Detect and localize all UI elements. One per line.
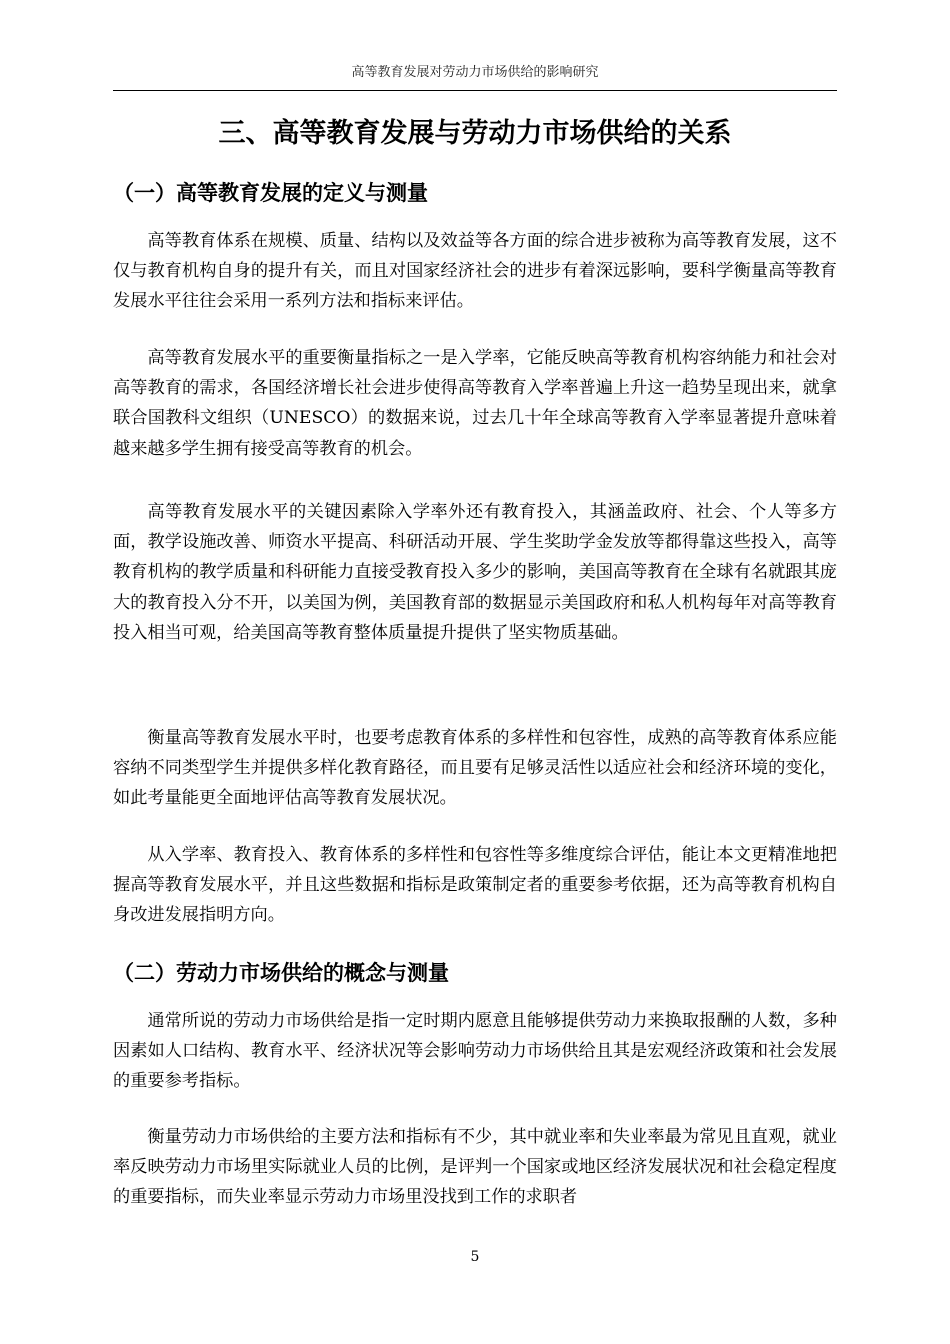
paragraph: 衡量高等教育发展水平时，也要考虑教育体系的多样性和包容性，成熟的高等教育体系应能容纳不同类型学生并提供多样化教育路径，而且要有足够灵活性以适应社会和经济环境的变化，如此考量能更全面地评估高等教育发展状况。 bbox=[113, 728, 837, 809]
chapter-title: 三、高等教育发展与劳动力市场供给的关系 bbox=[218, 118, 732, 149]
section-heading-1: （一）高等教育发展的定义与测量 bbox=[113, 181, 428, 205]
header-rule bbox=[113, 90, 837, 91]
paragraph: 高等教育发展水平的关键因素除入学率外还有教育投入，其涵盖政府、社会、个人等多方面，教学设施改善、师资水平提高、科研活动开展、学生奖助学金发放等都得靠这些投入，高等教育机构的教学质量和科研能力直接受教育投入多少的影响，美国高等教育在全球有名就跟其庞大的教育投入分不开，以美国为例，美国教育部的数据显示美国政府和私人机构每年对高等教育投入相当可观，给美国高等教育整体质量提升提供了坚实物质基础。 bbox=[113, 502, 837, 643]
paragraph: 高等教育发展水平的重要衡量指标之一是入学率，它能反映高等教育机构容纳能力和社会对高等教育的需求，各国经济增长社会进步使得高等教育入学率普遍上升这一趋势呈现出来，就拿联合国教科文组织（UNESCO）的数据来说，过去几十年全球高等教育入学率显著提升意味着越来越多学生拥有接受高等教育的机会。 bbox=[113, 348, 837, 459]
page-number: 5 bbox=[470, 1249, 480, 1265]
paragraph: 通常所说的劳动力市场供给是指一定时期内愿意且能够提供劳动力来换取报酬的人数，多种因素如人口结构、教育水平、经济状况等会影响劳动力市场供给且其是宏观经济政策和社会发展的重要参考指标。 bbox=[113, 1011, 837, 1092]
paragraph: 从入学率、教育投入、教育体系的多样性和包容性等多维度综合评估，能让本文更精准地把握高等教育发展水平，并且这些数据和指标是政策制定者的重要参考依据，还为高等教育机构自身改进发展指明方向。 bbox=[113, 845, 837, 926]
paragraph: 高等教育体系在规模、质量、结构以及效益等各方面的综合进步被称为高等教育发展，这不仅与教育机构自身的提升有关，而且对国家经济社会的进步有着深远影响，要科学衡量高等教育发展水平往往会采用一系列方法和指标来评估。 bbox=[113, 231, 837, 312]
section-heading-2: （二）劳动力市场供给的概念与测量 bbox=[113, 961, 449, 985]
running-header: 高等教育发展对劳动力市场供给的影响研究 bbox=[351, 65, 599, 80]
paragraph: 衡量劳动力市场供给的主要方法和指标有不少，其中就业率和失业率最为常见且直观，就业率反映劳动力市场里实际就业人员的比例，是评判一个国家或地区经济发展状况和社会稳定程度的重要指标，而失业率显示劳动力市场里没找到工作的求职者 bbox=[113, 1127, 837, 1208]
